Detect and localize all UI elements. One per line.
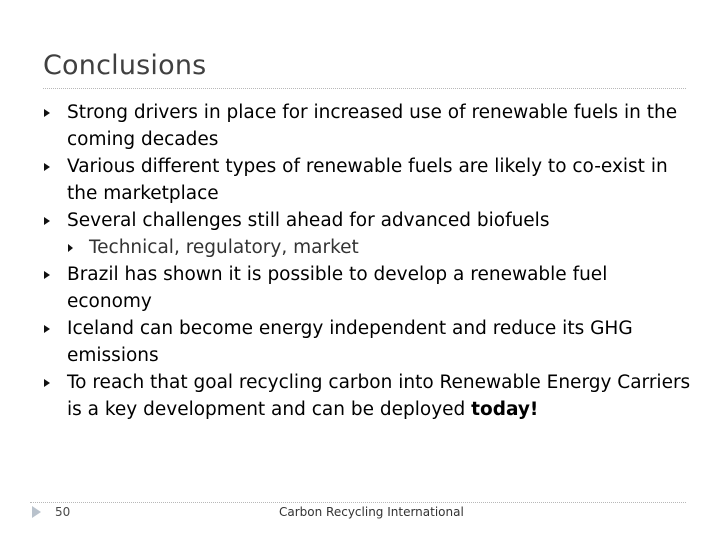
footer-text: Carbon Recycling International xyxy=(279,505,464,519)
bullet-item xyxy=(43,261,693,315)
sub-bullet-text: Technical, regulatory, market xyxy=(89,237,359,258)
title-divider xyxy=(43,88,686,89)
bullet-text: Several challenges still ahead for advanced biofuels xyxy=(67,210,550,231)
triangle-right-icon xyxy=(44,163,50,171)
bullet-item xyxy=(43,315,693,369)
triangle-right-icon xyxy=(44,325,50,333)
triangle-right-icon xyxy=(44,271,50,279)
bullet-item xyxy=(43,207,693,234)
page-number: 50 xyxy=(55,505,71,519)
triangle-right-icon xyxy=(44,109,50,117)
footer-divider xyxy=(30,502,686,503)
bullet-item xyxy=(43,153,693,207)
triangle-right-icon xyxy=(44,379,50,387)
bullet-text: Various different types of renewable fuels are likely to co-exist in the marketplace xyxy=(67,156,668,204)
bullet-list xyxy=(43,99,693,423)
sub-bullet-item xyxy=(43,234,693,261)
triangle-right-icon xyxy=(32,506,41,518)
bullet-text: Brazil has shown it is possible to develop a renewable fuel economy xyxy=(67,264,608,312)
bullet-item xyxy=(43,99,693,153)
slide-title: Conclusions xyxy=(43,50,207,81)
bullet-text: To reach that goal recycling carbon into Renewable Energy Carriers is a key development and can be deployed xyxy=(67,372,691,420)
triangle-right-icon xyxy=(68,244,73,252)
bullet-text: Iceland can become energy independent and reduce its GHG emissions xyxy=(67,318,633,366)
bullet-item xyxy=(43,369,693,423)
triangle-right-icon xyxy=(44,217,50,225)
bullet-text: Strong drivers in place for increased use of renewable fuels in the coming decades xyxy=(67,102,678,150)
bullet-emphasis: today! xyxy=(471,399,539,420)
